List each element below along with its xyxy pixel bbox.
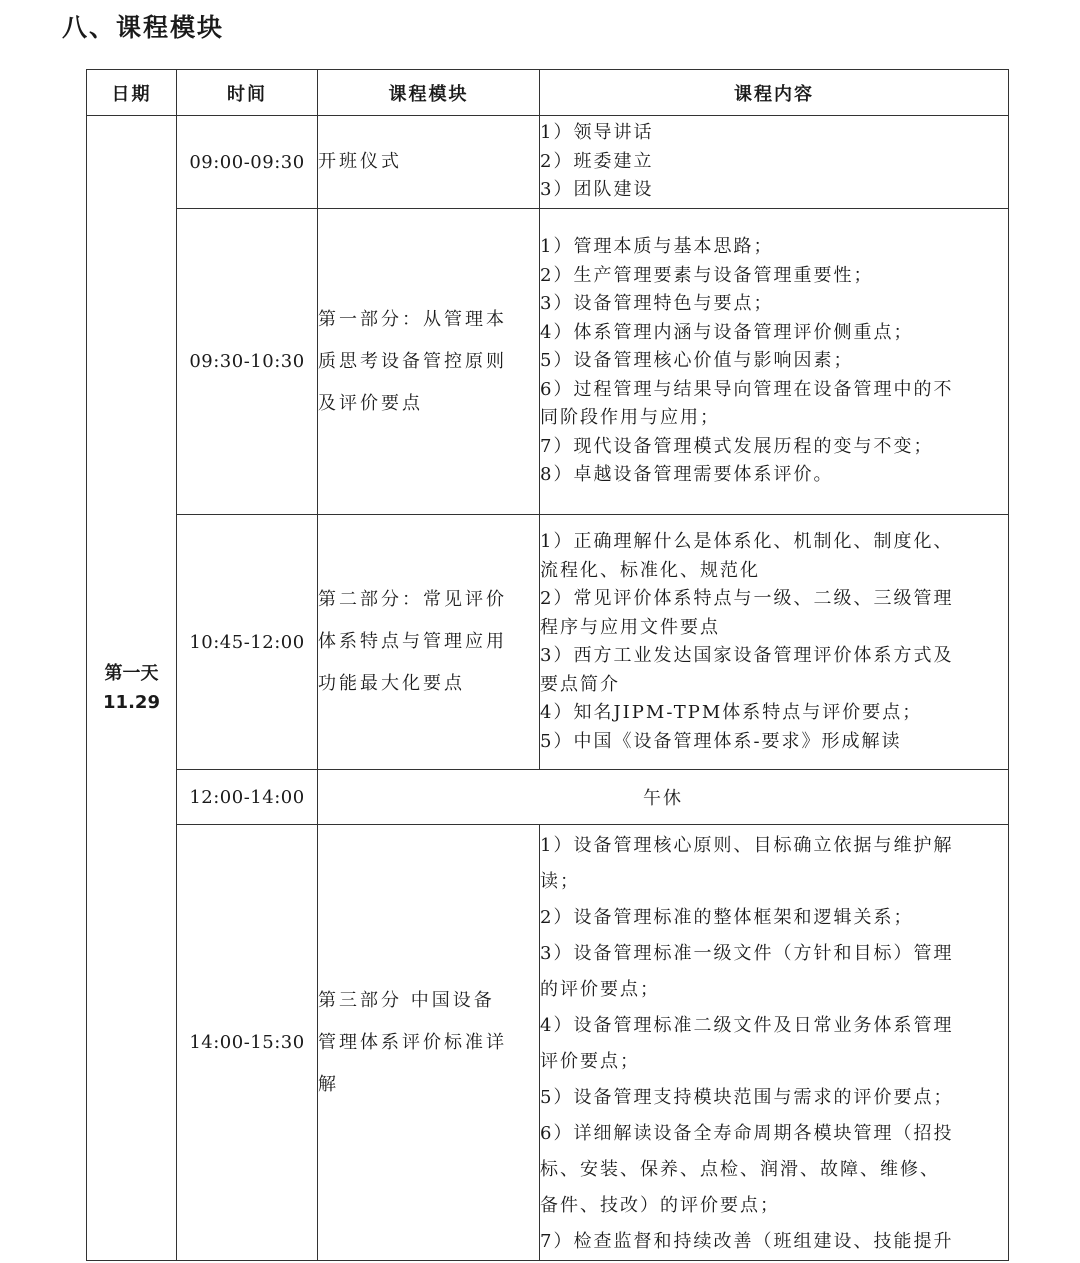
day-label: 第一天 — [104, 663, 159, 684]
session-module — [318, 209, 540, 515]
header-date: 日期 — [87, 70, 177, 116]
content-line: 流程化、标准化、规范化 — [540, 559, 760, 581]
session-time: 14:00-15:30 — [177, 825, 318, 1261]
content-line: 2）常见评价体系特点与一级、二级、三级管理 — [540, 588, 954, 609]
content-line: 标、安装、保养、点检、润滑、故障、维修、 — [540, 1159, 940, 1180]
header-content: 课程内容 — [540, 70, 1009, 116]
content-line: 7）检查监督和持续改善（班组建设、技能提升 — [540, 1231, 954, 1252]
table-row — [87, 770, 1009, 825]
course-schedule-table — [86, 69, 1009, 1261]
section-title: 八、课程模块 — [62, 13, 225, 42]
content-line: 3）团队建设 — [540, 179, 654, 201]
session-time: 12:00-14:00 — [177, 770, 318, 825]
content-line: 3）西方工业发达国家设备管理评价体系方式及 — [540, 645, 954, 666]
content-line: 3）设备管理标准一级文件（方针和目标）管理 — [540, 943, 954, 964]
table-header-row — [87, 70, 1009, 116]
content-line: 5）中国《设备管理体系-要求》形成解读 — [540, 730, 902, 752]
session-module — [318, 515, 540, 770]
content-line: 5）设备管理支持模块范围与需求的评价要点； — [540, 1087, 954, 1108]
day-date: 11.29 — [103, 692, 160, 713]
module-line: 及评价要点 — [318, 392, 423, 414]
table-row — [87, 209, 1009, 515]
content-line: 1）设备管理核心原则、目标确立依据与维护解 — [540, 835, 954, 856]
header-module: 课程模块 — [318, 70, 540, 116]
day-cell — [87, 116, 177, 1261]
module-line: 第三部分 中国设备 — [318, 989, 495, 1011]
content-line: 备件、技改）的评价要点； — [540, 1195, 780, 1216]
content-line: 6）过程管理与结果导向管理在设备管理中的不 — [540, 378, 954, 400]
module-line: 功能最大化要点 — [318, 673, 465, 694]
content-line: 2）设备管理标准的整体框架和逻辑关系； — [540, 907, 914, 928]
module-line: 解 — [318, 1073, 339, 1095]
content-line: 7）现代设备管理模式发展历程的变与不变； — [540, 435, 934, 457]
content-line: 5）设备管理核心价值与影响因素； — [540, 350, 854, 372]
session-content — [540, 825, 1009, 1261]
table-row — [87, 825, 1009, 1261]
module-line: 开班仪式 — [318, 151, 402, 172]
module-line: 第一部分：从管理本 — [318, 308, 507, 330]
content-line: 1）管理本质与基本思路； — [540, 236, 774, 258]
content-line: 评价要点； — [540, 1051, 640, 1072]
session-content — [540, 515, 1009, 770]
content-line: 6）详细解读设备全寿命周期各模块管理（招投 — [540, 1123, 954, 1144]
content-line: 4）体系管理内涵与设备管理评价侧重点； — [540, 321, 914, 343]
lunch-break: 午休 — [318, 770, 1009, 825]
session-time: 10:45-12:00 — [177, 515, 318, 770]
session-module — [318, 825, 540, 1261]
module-line: 质思考设备管控原则 — [318, 350, 507, 372]
content-line: 4）设备管理标准二级文件及日常业务体系管理 — [540, 1015, 954, 1036]
content-line: 同阶段作用与应用； — [540, 407, 720, 429]
content-line: 4）知名JIPM-TPM体系特点与评价要点； — [540, 702, 923, 723]
session-time: 09:30-10:30 — [177, 209, 318, 515]
session-module — [318, 116, 540, 209]
session-content — [540, 116, 1009, 209]
content-line: 8）卓越设备管理需要体系评价。 — [540, 464, 834, 486]
session-content — [540, 209, 1009, 515]
module-line: 体系特点与管理应用 — [318, 631, 507, 652]
content-line: 要点简介 — [540, 673, 620, 695]
content-line: 的评价要点； — [540, 979, 660, 1000]
module-line: 管理体系评价标准详 — [318, 1031, 507, 1053]
content-line: 2）班委建立 — [540, 150, 654, 172]
content-line: 2）生产管理要素与设备管理重要性； — [540, 264, 874, 286]
content-line: 3）设备管理特色与要点； — [540, 293, 774, 315]
module-line: 第二部分：常见评价 — [318, 589, 507, 610]
content-line: 程序与应用文件要点 — [540, 616, 720, 638]
session-time: 09:00-09:30 — [177, 116, 318, 209]
table-row — [87, 116, 1009, 209]
content-line: 读； — [540, 871, 580, 892]
content-line: 1）正确理解什么是体系化、机制化、制度化、 — [540, 531, 954, 552]
content-line: 1）领导讲话 — [540, 122, 654, 144]
header-time: 时间 — [177, 70, 318, 116]
table-row — [87, 515, 1009, 770]
